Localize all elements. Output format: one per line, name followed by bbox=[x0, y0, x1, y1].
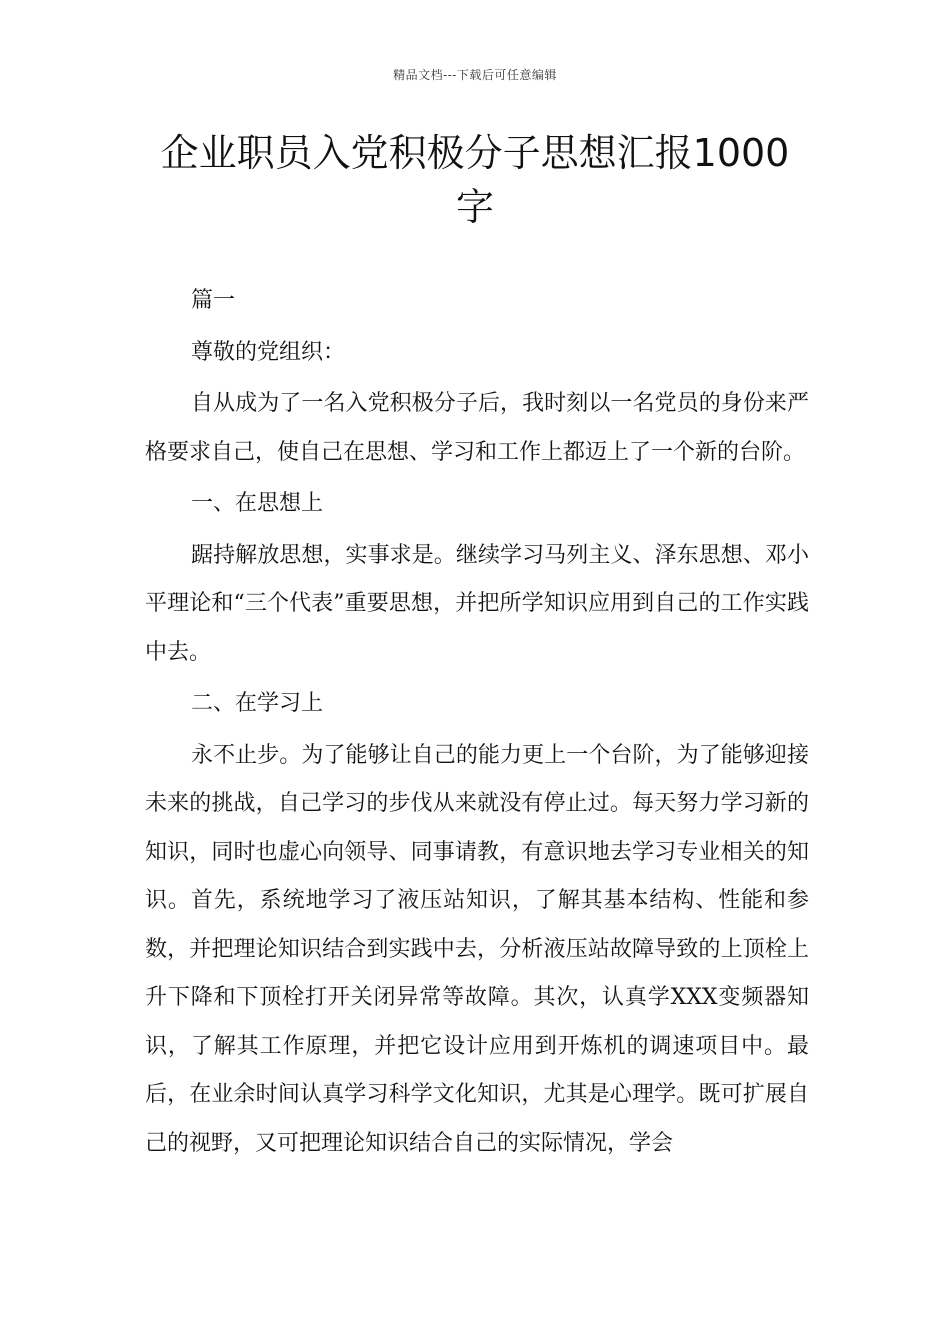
salutation: 尊敬的党组织： bbox=[191, 339, 346, 365]
body-paragraph: 踞持解放思想，实事求是。继续学习马列主义、泽东思想、邓小平理论和“三个代表”重要思想，并把所学知识应用到自己的工作实践中去。 bbox=[145, 542, 809, 665]
header-note: 精品文档---下载后可任意编辑 bbox=[393, 68, 557, 82]
body-paragraph: 自从成为了一名入党积极分子后，我时刻以一名党员的身份来严格要求自己，使自己在思想、学习和工作上都迈上了一个新的台阶。 bbox=[145, 391, 809, 465]
section-heading: 一、在思想上 bbox=[191, 491, 324, 516]
document-body bbox=[145, 277, 809, 1171]
section-heading: 二、在学习上 bbox=[191, 691, 324, 716]
document-title: 企业职员入党积极分子思想汇报1000字 bbox=[160, 131, 790, 229]
body-paragraph: 永不止步。为了能够让自己的能力更上一个台阶，为了能够迎接未来的挑战，自己学习的步伐从来就没有停止过。每天努力学习新的知识，同时也虚心向领导、同事请教，有意识地去学习专业相关的知识。首先，系统地学习了液压站知识，了解其基本结构、性能和参数，并把理论知识结合到实践中去，分析液压站故障导致的上顶栓上升下降和下顶栓打开关闭异常等故障。其次，认真学XXX变频器知识，了解其工作原理，并把它设计应用到开炼机的调速项目中。最后，在业余时间认真学习科学文化知识，尤其是心理学。既可扩展自己的视野，又可把理论知识结合自己的实际情况，学会 bbox=[145, 742, 809, 1156]
section-label: 篇一 bbox=[191, 288, 236, 313]
